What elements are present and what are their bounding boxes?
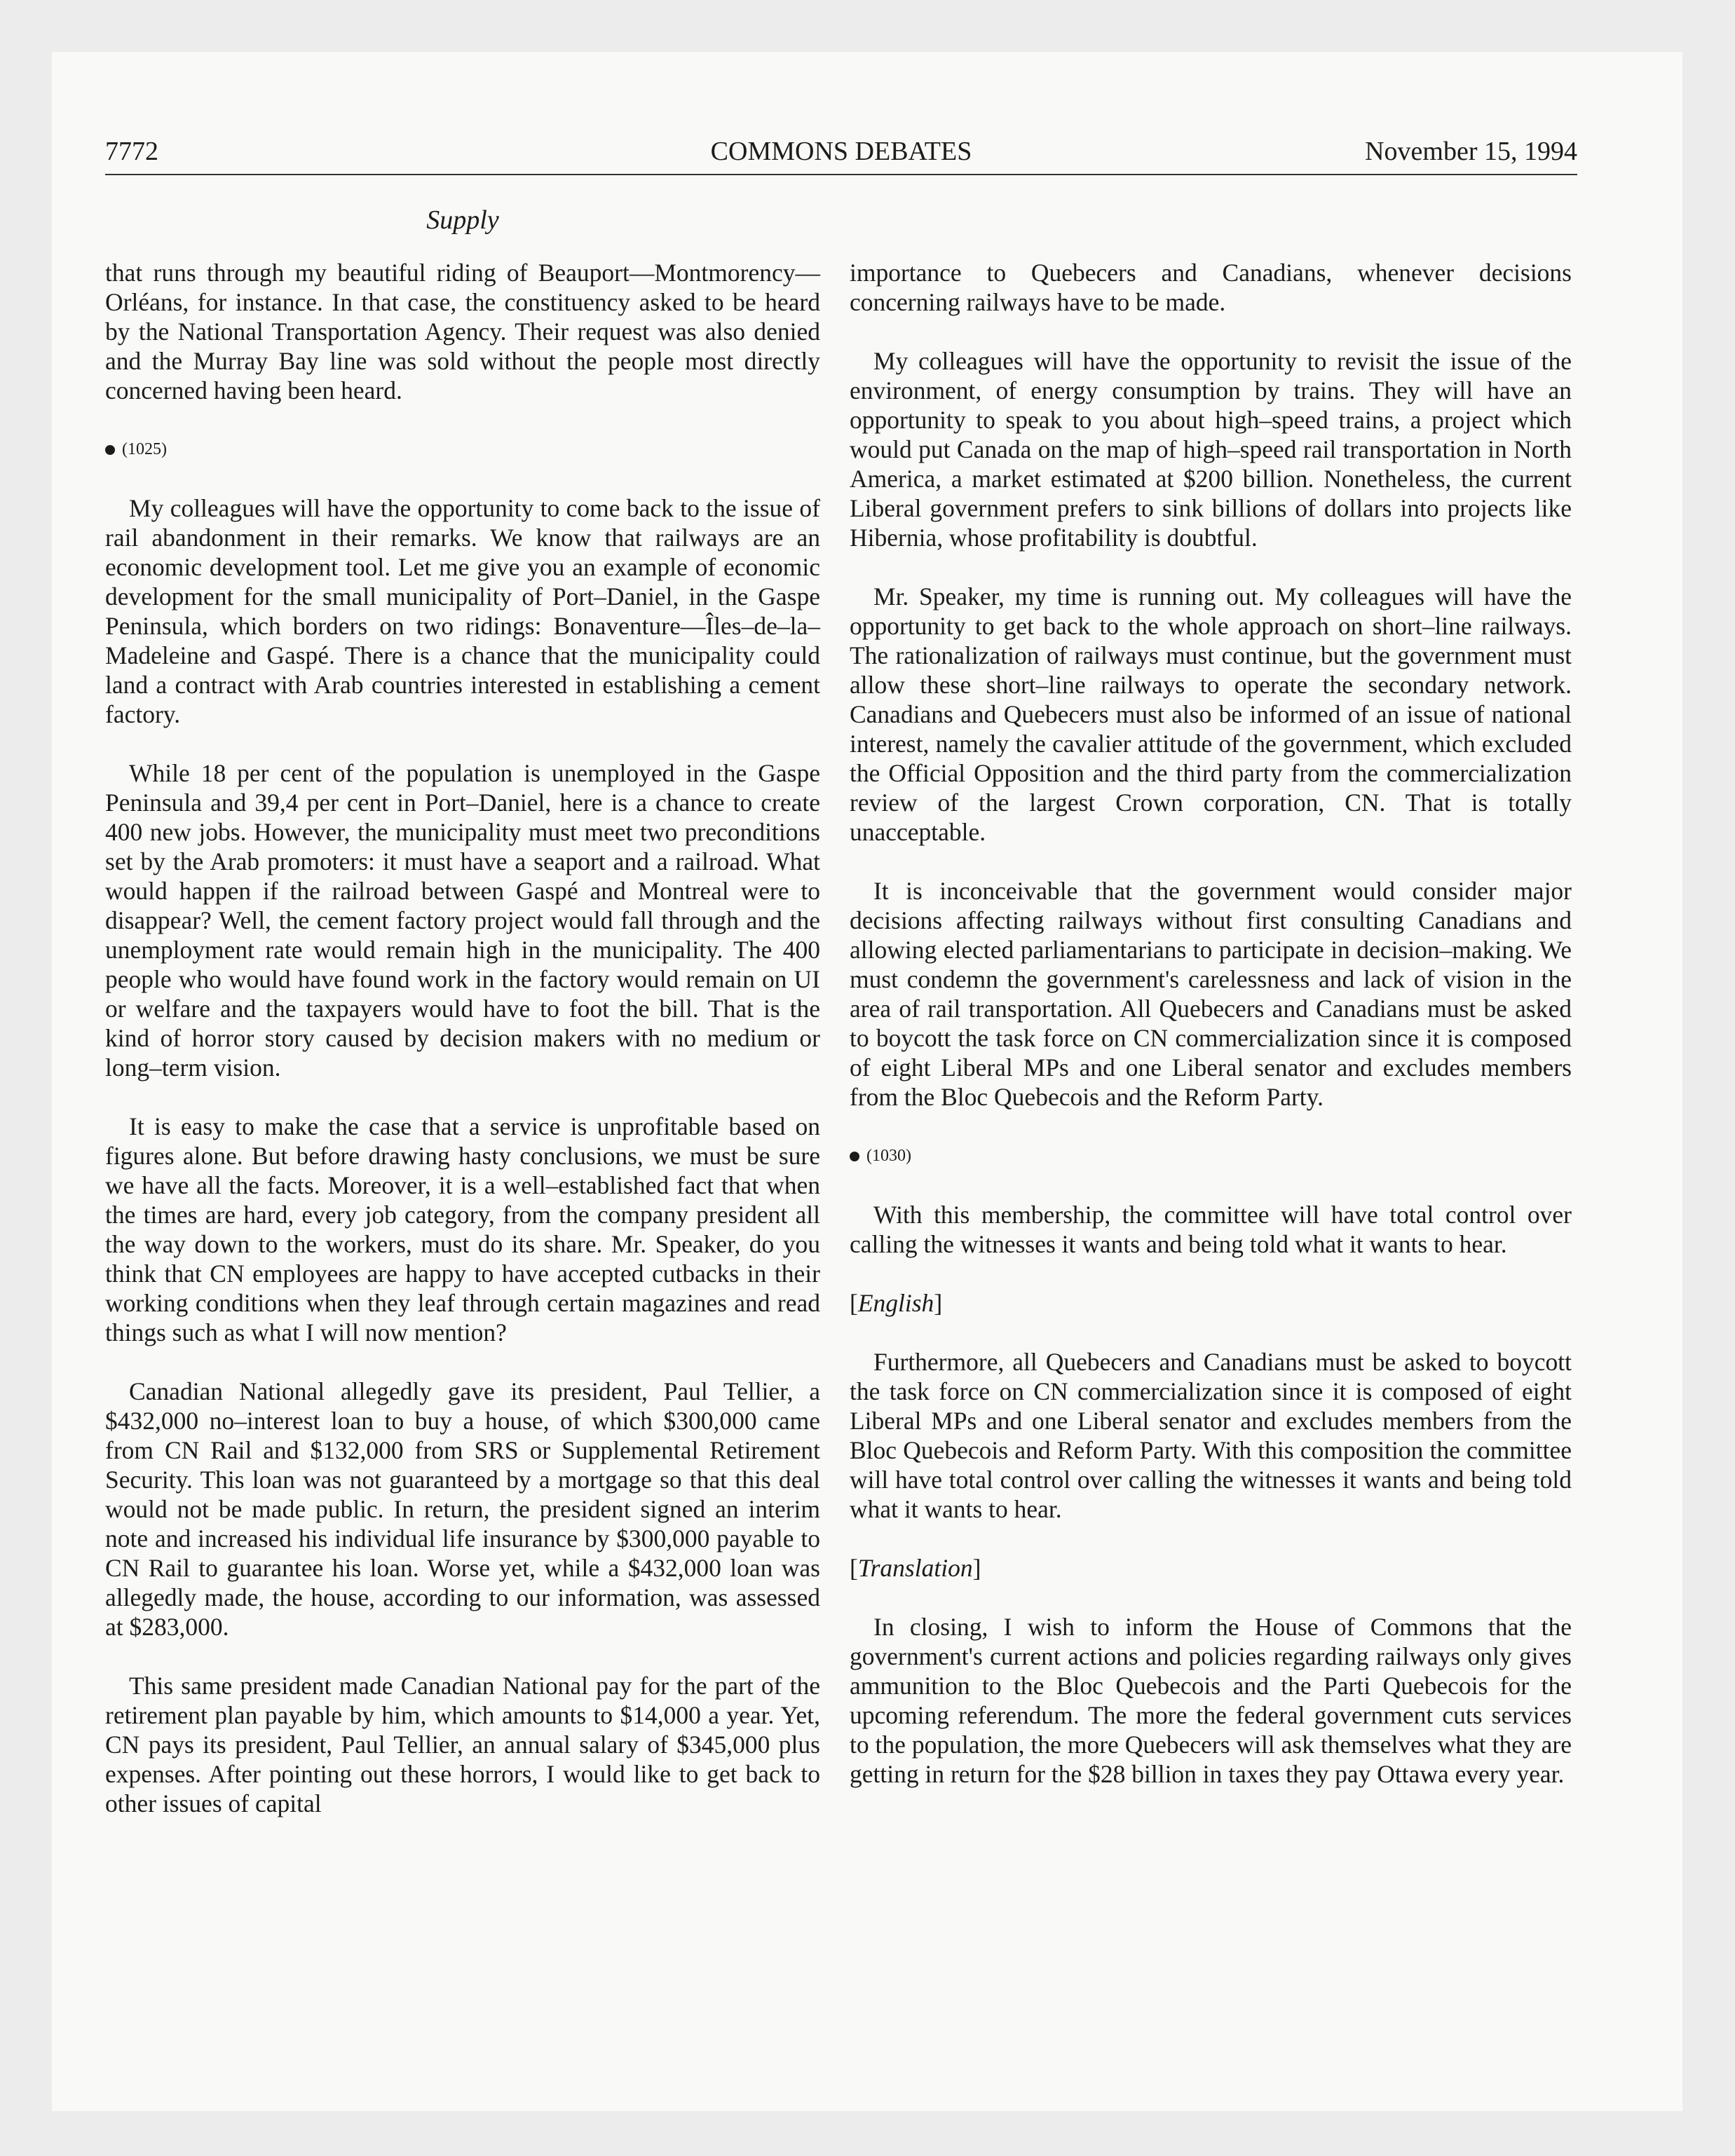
section-title: Supply [426, 205, 499, 235]
publication-title: COMMONS DEBATES [710, 137, 972, 166]
bullet-icon [105, 445, 115, 455]
language-tag-translation: [Translation] [850, 1554, 981, 1582]
page-number: 7772 [105, 137, 158, 166]
time-marker [850, 1141, 1572, 1171]
paragraph: My colleagues will have the opportunity to revisit the issue of the environment, of energy consumption by trains. They will have an opportunity to speak to you about high–speed trains, a project which would put Canada on the map of high–speed rail transportation in North America, a market estimated at $200 billion. Nonetheless, the current Liberal government prefers to sink billions of dollars into projects like Hibernia, whose profitability is doubtful. [850, 347, 1572, 552]
paragraph: Mr. Speaker, my time is running out. My colleagues will have the opportunity to get back to the whole approach on short–line railways. The rationalization of railways must continue, but the government must allow these short–line railways to operate the secondary network. Canadians and Quebecers must also be informed of an issue of national interest, namely the cavalier attitude of the government, which excluded the Official Opposition and the third party from the commercialization review of the largest Crown corporation, CN. That is totally unacceptable. [850, 582, 1572, 846]
language-tag-english: [English] [850, 1289, 943, 1317]
time-marker [105, 435, 820, 464]
paragraph: My colleagues will have the opportunity to come back to the issue of rail abandonment in their remarks. We know that railways are an economic development tool. Let me give you an example of economic development for the small municipality of Port–Daniel, in the Gaspe Peninsula, which borders on two ridings: Bonaventure—Îles–de–la–Madeleine and Gaspé. There is a chance that the municipality could land a contract with Arab countries interested in establishing a cement factory. [105, 494, 820, 728]
paragraph: In closing, I wish to inform the House of Commons that the government's current actions and policies regarding railways only gives ammunition to the Bloc Quebecois and the Parti Quebecois for the upcoming referendum. The more the federal government cuts services to the population, the more Quebecers will ask themselves what they are getting in return for the $28 billion in taxes they pay Ottawa every year. [850, 1613, 1572, 1788]
page-header [105, 136, 1577, 178]
paragraph: It is easy to make the case that a service is unprofitable based on figures alone. But before drawing hasty conclusions, we must be sure we have all the facts. Moreover, it is a well–established fact that when the times are hard, every job category, from the company president all the way down to the workers, must do its share. Mr. Speaker, do you think that CN employees are happy to have accepted cutbacks in their working conditions when they leaf through certain magazines and read things such as what I will now mention? [105, 1112, 820, 1346]
header-date: November 15, 1994 [1365, 137, 1577, 166]
paragraph: While 18 per cent of the population is unemployed in the Gaspe Peninsula and 39,4 per cent in Port–Daniel, here is a chance to create 400 new jobs. However, the municipality must meet two preconditions set by the Arab promoters: it must have a seaport and a railroad. What would happen if the railroad between Gaspé and Montreal were to disappear? Well, the cement factory project would fall through and the unemployment rate would remain high in the municipality. The 400 people who would have found work in the factory would remain on UI or welfare and the taxpayers would have to foot the bill. That is the kind of horror story caused by decision makers with no medium or long–term vision. [105, 759, 820, 1082]
time-marker-text: (1025) [122, 440, 167, 458]
paragraph: With this membership, the committee will have total control over calling the witnesses it wants and being told what it wants to hear. [850, 1201, 1572, 1258]
paragraph: importance to Quebecers and Canadians, whenever decisions concerning railways have to be made. [850, 259, 1572, 316]
language-tag-text: Translation [857, 1554, 973, 1582]
time-marker-text: (1030) [866, 1147, 911, 1165]
paragraph: Furthermore, all Quebecers and Canadians must be asked to boycott the task force on CN commercialization since it is composed of eight Liberal MPs and one Liberal senator and excludes members from the Bloc Quebecois and Reform Party. With this composition the committee will have total control over calling the witnesses it wants and being told what it wants to hear. [850, 1348, 1572, 1523]
bullet-icon [850, 1152, 859, 1161]
paragraph: Canadian National allegedly gave its president, Paul Tellier, a $432,000 no–interest loan to buy a house, of which $300,000 came from CN Rail and $132,000 from SRS or Supplemental Retirement Security. This loan was not guaranteed by a mortgage so that this deal would not be made public. In return, the president signed an interim note and increased his individual life insurance by $300,000 payable to CN Rail to guarantee his loan. Worse yet, while a $432,000 loan was allegedly made, the house, according to our information, was assessed at $283,000. [105, 1377, 820, 1641]
language-tag-text: English [857, 1289, 934, 1317]
header-rule [105, 174, 1577, 175]
paragraph: This same president made Canadian National pay for the part of the retirement plan payable by him, which amounts to $14,000 a year. Yet, CN pays its president, Paul Tellier, an annual salary of $345,000 plus expenses. After pointing out these horrors, I would like to get back to other issues of capital [105, 1672, 820, 1817]
paragraph: that runs through my beautiful riding of Beauport—Montmorency—Orléans, for instance. In that case, the constituency asked to be heard by the National Transportation Agency. Their request was also denied and the Murray Bay line was sold without the people most directly concerned having been heard. [105, 259, 820, 404]
paragraph: It is inconceivable that the government would consider major decisions affecting railways without first consulting Canadians and allowing elected parliamentarians to participate in decision–making. We must condemn the government's carelessness and lack of vision in the area of rail transportation. All Quebecers and Canadians must be asked to boycott the task force on CN commercialization since it is composed of eight Liberal MPs and one Liberal senator and excludes members from the Bloc Quebecois and the Reform Party. [850, 877, 1572, 1111]
left-column [105, 258, 820, 1848]
right-column [850, 258, 1572, 1818]
